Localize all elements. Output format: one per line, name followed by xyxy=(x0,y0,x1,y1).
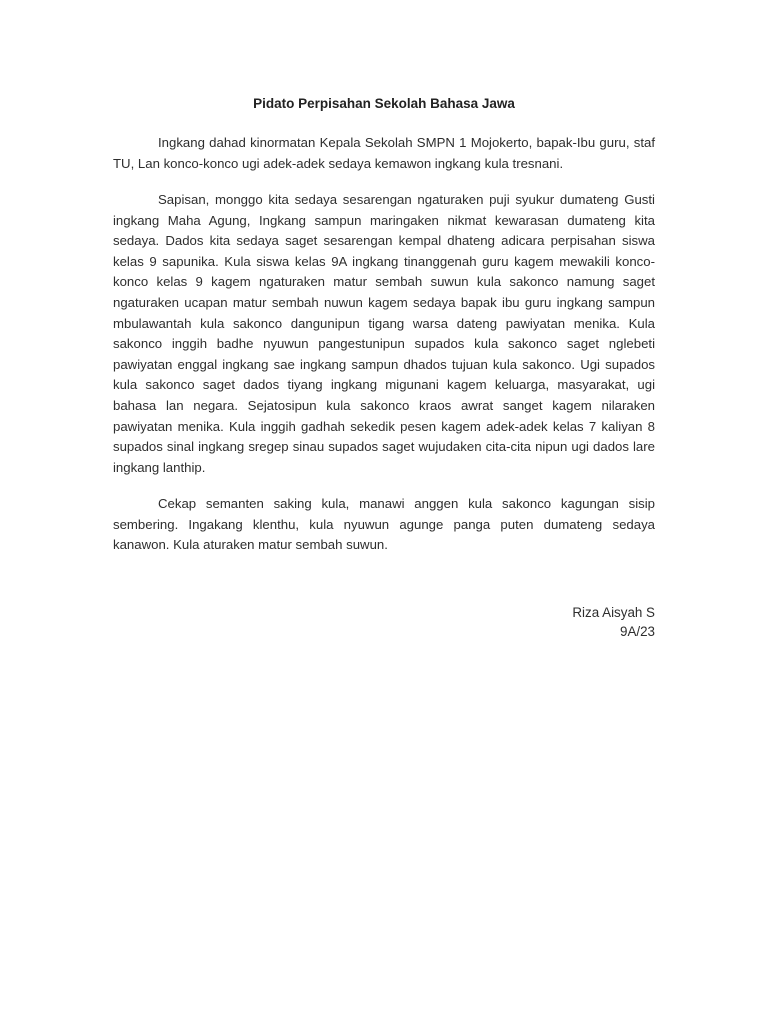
signature-name: Riza Aisyah S xyxy=(572,605,655,620)
paragraph-greeting: Ingkang dahad kinormatan Kepala Sekolah SMPN 1 Mojokerto, bapak-Ibu guru, staf TU, Lan konco-konco ugi adek-adek sedaya kemawon ingkang kula tresnani. xyxy=(113,135,655,171)
document-title: Pidato Perpisahan Sekolah Bahasa Jawa xyxy=(253,96,515,111)
signature-class-number: 9A/23 xyxy=(620,623,655,639)
signature-block xyxy=(572,604,655,641)
paragraph-body: Sapisan, monggo kita sedaya sesarengan ngaturaken puji syukur dumateng Gusti ingkang Maha Agung, Ingkang sampun maringaken nikmat kewarasan dumateng kita sedaya. Dados kita sedaya saget sesarengan kempal dhateng adicara perpisahan siswa kelas 9 sapunika. Kula siswa kelas 9A ingkang tinanggenah guru kagem mewakili konco-konco kelas 9 kagem ngaturaken matur sembah suwun kula sakonco namung saget ngaturaken ucapan matur sembah nuwun kagem sedaya bapak ibu guru ingkang sampun mbulawantah kula sakonco dangunipun tigang warsa dateng pawiyatan menika. Kula sakonco inggih badhe nyuwun pangestunipun supados kula sakonco saget nglebeti pawiyatan enggal ingkang sae ingkang sampun dhados tujuan kula sakonco. Ugi supados kula sakonco saget dados tiyang ingkang migunani kagem keluarga, masyarakat, ugi bahasa lan negara. Sejatosipun kula sakonco kraos awrat sanget kagem nilaraken pawiyatan menika. Kula inggih gadhah sekedik pesen kagem adek-adek kelas 7 kaliyan 8 supados sinal ingkang sregep sinau supados saget wujudaken cita-cita nipun ugi dados lare ingkang lanthip. xyxy=(113,192,655,475)
paragraph-closing: Cekap semanten saking kula, manawi anggen kula sakonco kagungan sisip sembering. Ingakang klenthu, kula nyuwun agunge panga puten dumateng sedaya kanawon. Kula aturaken matur sembah suwun. xyxy=(113,496,655,553)
